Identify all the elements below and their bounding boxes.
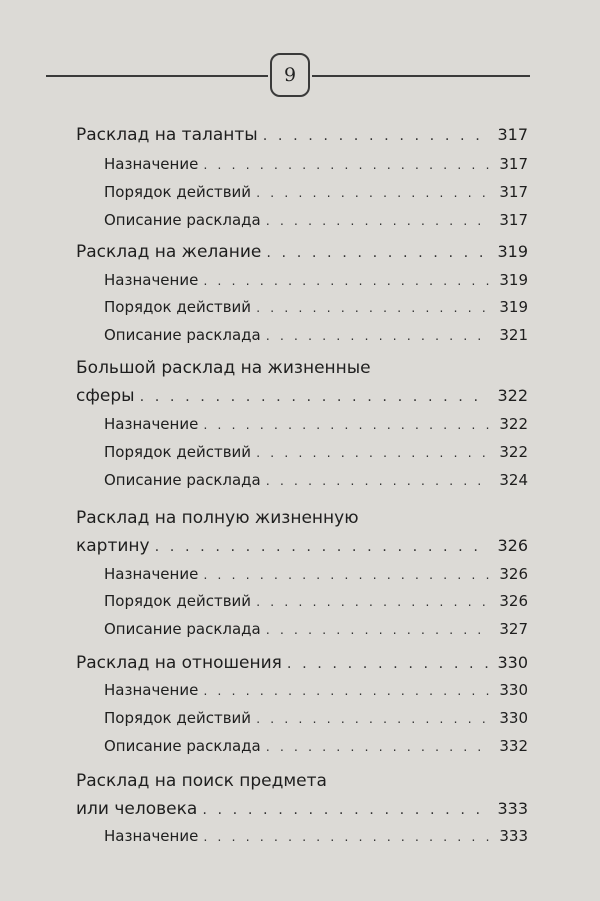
toc-section-title-line1[interactable]: Расклад на полную жизненную: [76, 508, 359, 528]
toc-page-number: 326: [497, 536, 528, 555]
leader-dots: [287, 656, 489, 672]
toc-item[interactable]: [104, 471, 528, 489]
leader-dots: [266, 214, 489, 229]
toc-item[interactable]: [104, 681, 528, 699]
toc-page-number: 330: [497, 653, 528, 672]
toc-item-label: Порядок действий: [104, 709, 252, 727]
leader-dots: [140, 389, 489, 405]
toc-page-number: 317: [499, 183, 528, 201]
toc-section-title: Расклад на желание: [76, 242, 262, 262]
toc-section-title: или человека: [76, 799, 198, 819]
leader-dots: [266, 245, 489, 261]
toc-item-label: Описание расклада: [104, 737, 261, 755]
header-rule-right: [312, 75, 530, 77]
leader-dots: [266, 329, 489, 344]
header-rule-left: [46, 75, 268, 77]
toc-section-search[interactable]: [76, 799, 528, 819]
toc-section-wish[interactable]: [76, 242, 528, 262]
leader-dots: [203, 568, 489, 583]
toc-item-label: Назначение: [104, 681, 199, 699]
toc-item[interactable]: [104, 620, 528, 638]
toc-item[interactable]: [104, 443, 528, 461]
leader-dots: [256, 301, 489, 316]
toc-item[interactable]: [104, 183, 528, 201]
toc-section-title-line1[interactable]: Большой расклад на жизненные: [76, 358, 371, 378]
toc-item[interactable]: [104, 326, 528, 344]
toc-item[interactable]: [104, 211, 528, 229]
toc-page-number: 333: [499, 827, 528, 845]
leader-dots: [256, 595, 489, 610]
toc-page-number: 322: [499, 443, 528, 461]
leader-dots: [266, 623, 489, 638]
leader-dots: [256, 186, 489, 201]
toc-item-label: Порядок действий: [104, 443, 252, 461]
toc-item-label: Порядок действий: [104, 183, 252, 201]
toc-section-title: картину: [76, 536, 150, 556]
toc-page-number: 322: [497, 386, 528, 405]
toc-page-number: 317: [499, 211, 528, 229]
toc-item[interactable]: [104, 565, 528, 583]
toc-page-number: 327: [499, 620, 528, 638]
toc-item[interactable]: [104, 415, 528, 433]
toc-item-label: Назначение: [104, 155, 199, 173]
leader-dots: [203, 830, 489, 845]
toc-page-number: 326: [499, 565, 528, 583]
toc-page-number: 317: [497, 125, 528, 144]
toc-item-label: Описание расклада: [104, 620, 261, 638]
toc-section-title: Расклад на таланты: [76, 125, 258, 145]
toc-page-number: 317: [499, 155, 528, 173]
toc-section-relations[interactable]: [76, 653, 528, 673]
toc-item[interactable]: [104, 737, 528, 755]
leader-dots: [203, 684, 489, 699]
leader-dots: [203, 418, 489, 433]
leader-dots: [266, 740, 489, 755]
leader-dots: [202, 802, 489, 818]
toc-page-number: 333: [497, 799, 528, 818]
toc-section-title: Расклад на отношения: [76, 653, 282, 673]
toc-item[interactable]: [104, 155, 528, 173]
toc-page-number: 326: [499, 592, 528, 610]
toc-item-label: Порядок действий: [104, 592, 252, 610]
toc-item-label: Назначение: [104, 415, 199, 433]
toc-section-title: сферы: [76, 386, 135, 406]
toc-section-talents[interactable]: [76, 125, 528, 145]
page-number-badge: [270, 53, 310, 97]
toc-item[interactable]: [104, 827, 528, 845]
toc-item-label: Описание расклада: [104, 211, 261, 229]
leader-dots: [203, 274, 489, 289]
toc-section-title-line1[interactable]: Расклад на поиск предмета: [76, 771, 327, 791]
toc-item-label: Назначение: [104, 827, 199, 845]
leader-dots: [263, 128, 489, 144]
page-number: 9: [283, 64, 297, 86]
toc-page-number: 332: [499, 737, 528, 755]
toc-page-number: 330: [499, 709, 528, 727]
toc-page-number: 330: [499, 681, 528, 699]
leader-dots: [256, 712, 489, 727]
toc-item[interactable]: [104, 271, 528, 289]
toc-item[interactable]: [104, 592, 528, 610]
toc-item-label: Назначение: [104, 271, 199, 289]
toc-item[interactable]: [104, 298, 528, 316]
toc-page-number: 319: [497, 242, 528, 261]
toc-item[interactable]: [104, 709, 528, 727]
leader-dots: [203, 158, 489, 173]
toc-section-full-picture[interactable]: [76, 536, 528, 556]
leader-dots: [155, 539, 489, 555]
leader-dots: [266, 474, 489, 489]
toc-item-label: Описание расклада: [104, 326, 261, 344]
toc-section-life-spheres[interactable]: [76, 386, 528, 406]
toc-page-number: 322: [499, 415, 528, 433]
toc-page-number: 324: [499, 471, 528, 489]
toc-item-label: Описание расклада: [104, 471, 261, 489]
toc-page-number: 321: [499, 326, 528, 344]
toc-item-label: Порядок действий: [104, 298, 252, 316]
leader-dots: [256, 446, 489, 461]
toc-page-number: 319: [499, 271, 528, 289]
toc-page-number: 319: [499, 298, 528, 316]
toc-item-label: Назначение: [104, 565, 199, 583]
